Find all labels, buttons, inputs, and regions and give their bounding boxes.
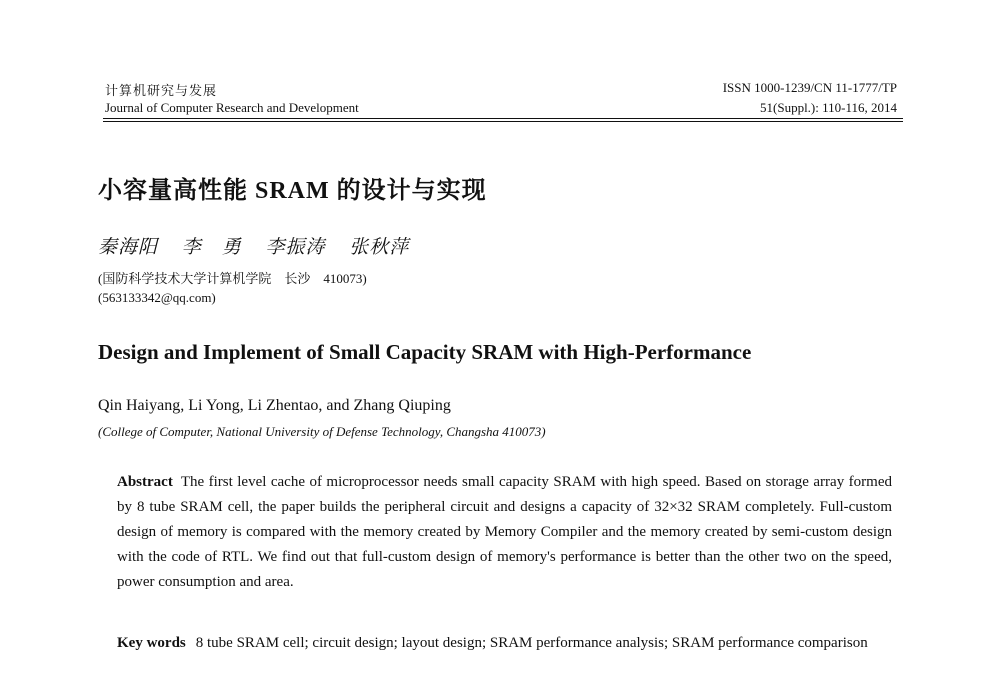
abstract-label: Abstract bbox=[117, 474, 173, 490]
affiliation-english: (College of Computer, National University of Defense Technology, Changsha 410073) bbox=[98, 424, 546, 439]
header-rule-thick bbox=[103, 118, 903, 119]
volume-pages-year: 51(Suppl.): 110-116, 2014 bbox=[760, 100, 897, 115]
abstract-text: The first level cache of microprocessor needs small capacity SRAM with high speed. Based on storage array formed by 8 tube SRAM cell, the paper builds the peripheral circuit and designs a capacity of 32×32 SRAM completely. Full-custom design of memory is compared with the memory created by Memory Compiler and the memory created by semi-custom design with the code of RTL. We find out that full-custom design of memory's performance is better than the other two on the speed, power consumption and area. bbox=[117, 474, 892, 590]
abstract-paragraph bbox=[117, 470, 892, 595]
author-chinese-3: 李振涛 bbox=[265, 237, 326, 258]
header-rule-thin bbox=[103, 121, 903, 122]
paper-title-chinese: 小容量高性能 SRAM 的设计与实现 bbox=[98, 178, 487, 204]
author-chinese-2: 李 勇 bbox=[181, 237, 242, 258]
keywords-text: 8 tube SRAM cell; circuit design; layout design; SRAM performance analysis; SRAM performance comparison bbox=[195, 635, 868, 651]
paper-title-english: Design and Implement of Small Capacity SRAM with High-Performance bbox=[98, 340, 752, 364]
authors-english: Qin Haiyang, Li Yong, Li Zhentao, and Zhang Qiuping bbox=[98, 397, 451, 414]
keywords-paragraph bbox=[117, 631, 892, 656]
keywords-label: Key words bbox=[117, 635, 186, 651]
issn-line: ISSN 1000-1239/CN 11-1777/TP bbox=[722, 80, 897, 95]
journal-name-chinese: 计算机研究与发展 bbox=[105, 83, 218, 98]
author-chinese-4: 张秋萍 bbox=[349, 237, 410, 258]
affiliation-chinese: (国防科学技术大学计算机学院 长沙 410073) bbox=[98, 271, 367, 286]
journal-name-english: Journal of Computer Research and Development bbox=[105, 100, 359, 115]
authors-chinese bbox=[98, 232, 427, 259]
author-chinese-1: 秦海阳 bbox=[98, 237, 159, 258]
author-email: (563133342@qq.com) bbox=[98, 290, 216, 305]
